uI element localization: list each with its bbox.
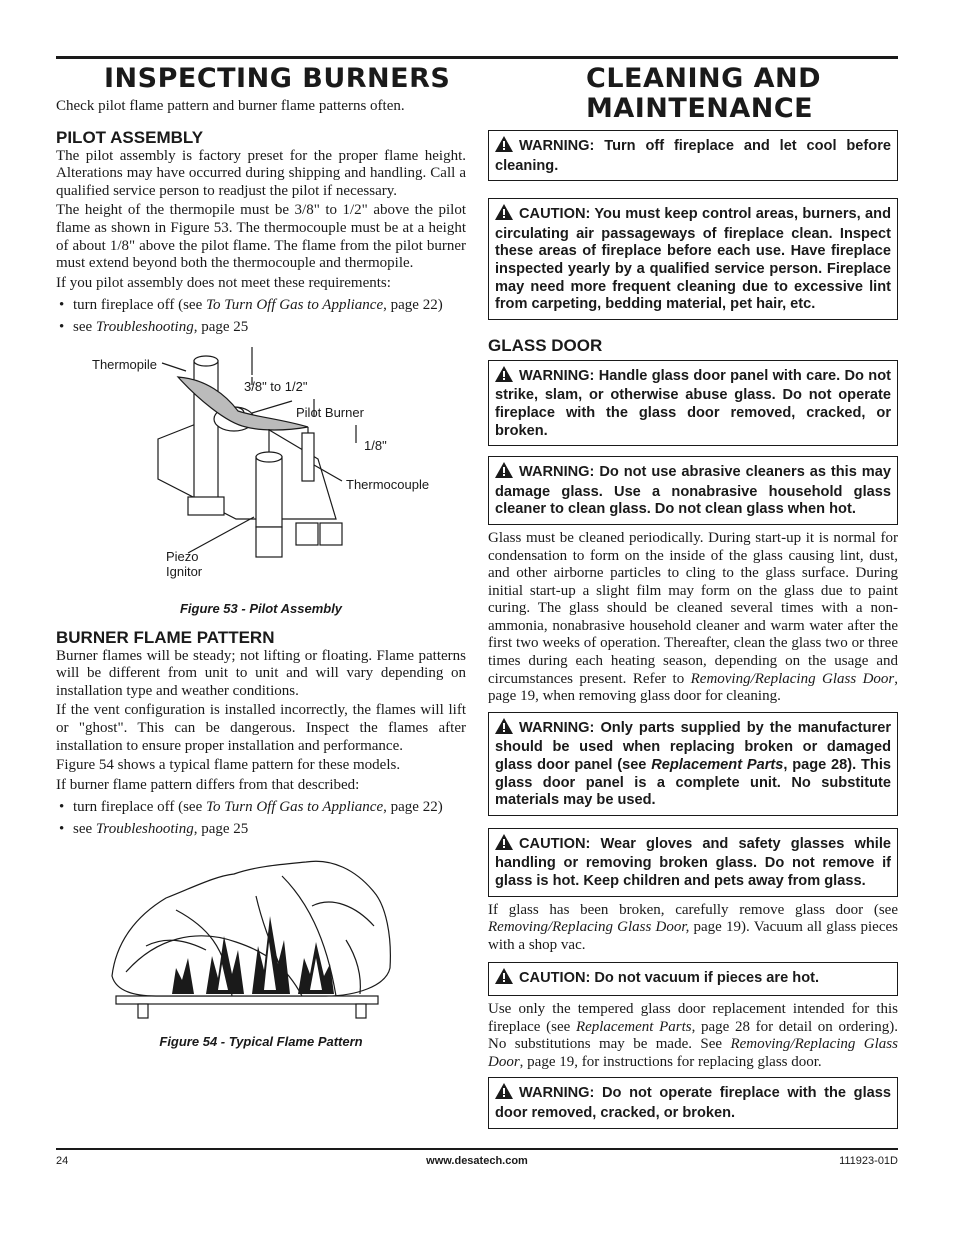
top-rule	[56, 56, 898, 59]
pilot-paragraph-3: If you pilot assembly does not meet these requirements:	[56, 274, 391, 291]
warning-box-parts: WARNING: Only parts supplied by the manufacturer should be used when replacing broken or damaged glass door panel (see Replacement Parts, page 28). This glass door panel is a complete unit. No substitute materials may be used.	[488, 712, 898, 816]
caution-box-gloves	[488, 828, 898, 897]
warning-box-abrasive	[488, 456, 898, 525]
cross-reference-link[interactable]: Replacement Parts	[651, 757, 784, 774]
pilot-paragraph-2: The height of the thermopile must be 3/8" to 1/2" above the pilot flame as shown in Figure 53. The thermocouple must be at a height of about 1/8" above the pilot flame. The flame from the pilot burner must extend beyond both the thermocouple and thermopile.	[56, 202, 466, 272]
flame-paragraph-2: If the vent configuration is installed incorrectly, the flames will lift or "ghost". This can be dangerous. Inspect the flames after installation to ensure proper installation and performance.	[56, 702, 466, 754]
left-column	[56, 60, 466, 1056]
label-eighth: 1/8"	[364, 437, 387, 453]
warning-triangle-icon	[495, 834, 513, 856]
flame-paragraph-1: Burner flames will be steady; not lifting or floating. Flame patterns will be different from unit to unit and will vary depending on installation type and weather conditions.	[56, 647, 466, 699]
list-item: • see Troubleshooting, page 25	[56, 319, 466, 337]
warning-triangle-icon	[495, 462, 513, 484]
warning-triangle-icon	[495, 136, 513, 158]
label-piezo: Piezo	[166, 548, 199, 564]
warning-text: WARNING: Turn off fireplace and let cool before cleaning.	[495, 138, 891, 174]
flame-bullet-list	[56, 799, 466, 838]
caution-box-clean-areas	[488, 198, 898, 320]
list-item: • see Troubleshooting, page 25	[56, 821, 466, 839]
warning-triangle-icon	[495, 718, 513, 740]
warning-triangle-icon	[495, 1083, 513, 1105]
page-title-inspecting-burners: INSPECTING BURNERS	[104, 63, 451, 94]
footer-rule	[56, 1148, 898, 1150]
footer-url-link[interactable]: www.desatech.com	[426, 1155, 528, 1167]
cross-reference-link[interactable]: Replacement Parts	[575, 1018, 692, 1035]
cross-reference-link[interactable]: Removing/Replacing Glass Door,	[488, 919, 690, 936]
flame-paragraph-4: If burner flame pattern differs from that described:	[56, 776, 360, 793]
cross-reference-link[interactable]: To Turn Off Gas to Appliance	[206, 799, 384, 816]
caution-text: CAUTION: Do not vacuum if pieces are hot.	[519, 970, 820, 987]
pilot-assembly-heading: PILOT ASSEMBLY	[56, 127, 204, 147]
figure-53-pilot-assembly	[56, 347, 466, 620]
pilot-paragraph-1: The pilot assembly is factory preset for the proper flame height. Alterations may have occurred during shipping and handling. Call a qualified service person to readjust the pilot if necessary.	[56, 147, 466, 199]
caution-text: CAUTION: You must keep control areas, burners, and circulating air passageways of fireplace clean. Inspect these areas of fireplace before each use. Have fireplace inspected yearly by a qualified service person. Fireplace may need more frequent cleaning due to excessive lint from carpeting, bedding material, pet hair, etc.	[495, 206, 891, 313]
caution-box-vacuum	[488, 962, 898, 996]
caution-text: CAUTION: Wear gloves and safety glasses while handling or removing broken glass. Do not remove if glass is hot. Keep children and pets away from glass.	[495, 835, 891, 889]
title-line-2: MAINTENANCE	[586, 93, 814, 124]
warning-text: WARNING: Handle glass door panel with care. Do not strike, slam, or otherwise abuse glass. Do not operate fireplace with the glass door removed, cracked, or broken.	[495, 367, 891, 439]
right-column	[488, 60, 898, 1129]
label-range: 3/8" to 1/2"	[244, 378, 308, 394]
document-number: 111923-01D	[839, 1155, 898, 1167]
cross-reference-link[interactable]: Removing/Replacing Glass Door	[488, 1036, 898, 1070]
figure-54-flame-pattern	[56, 846, 466, 1056]
warning-triangle-icon	[495, 366, 513, 388]
warning-box-cool	[488, 130, 898, 181]
cross-reference-link[interactable]: Removing/Replacing Glass Door	[690, 670, 895, 687]
list-item: • turn fireplace off (see To Turn Off Gas to Appliance, page 22)	[56, 799, 466, 817]
intro-text: Check pilot flame pattern and burner flame patterns often.	[56, 98, 405, 114]
warning-box-do-not-operate	[488, 1077, 898, 1128]
list-item: • turn fireplace off (see To Turn Off Gas to Appliance, page 22)	[56, 297, 466, 315]
figure-53-caption: Figure 53 - Pilot Assembly	[179, 600, 343, 616]
label-thermocouple: Thermocouple	[346, 476, 430, 492]
flame-paragraph-3: Figure 54 shows a typical flame pattern for these models.	[56, 757, 401, 774]
pilot-bullet-list	[56, 297, 466, 336]
warning-box-handle-glass	[488, 360, 898, 446]
warning-triangle-icon	[495, 968, 513, 990]
figure-54-caption: Figure 54 - Typical Flame Pattern	[159, 1034, 363, 1050]
page-number: 24	[56, 1155, 69, 1167]
pilot-assembly-drawing	[56, 347, 466, 597]
burner-flame-heading: BURNER FLAME PATTERN	[56, 627, 275, 647]
flame-pattern-drawing	[56, 846, 466, 1026]
broken-glass-paragraph: If glass has been broken, carefully remove glass door (see Removing/Replacing Glass Door, page 19). Vacuum all glass pieces with a shop vac.	[488, 901, 898, 953]
page-title-cleaning	[488, 64, 898, 124]
warning-text: WARNING: Do not use abrasive cleaners as this may damage glass. Use a nonabrasive household glass cleaner to clean glass. Do not clean glass when hot.	[495, 464, 891, 518]
cross-reference-link[interactable]: To Turn Off Gas to Appliance	[206, 297, 384, 314]
glass-door-heading: GLASS DOOR	[488, 335, 603, 355]
label-pilot-burner: Pilot Burner	[296, 404, 364, 420]
cross-reference-link[interactable]: Troubleshooting	[95, 820, 194, 837]
label-ignitor: Ignitor	[166, 563, 203, 579]
glass-cleaning-paragraph: Glass must be cleaned periodically. During start-up it is normal for condensation to form on the inside of the glass causing lint, dust, and other airborne particles to cling to the glass surface. During initial start-up a slight film may form on the glass due to paint curing. The glass should be cleaned several times with a non-ammonia, nonabrasive household cleaner and warm water after the first two weeks of operation. Thereafter, clean the glass two or three times during each heating season, depending on the usage and circumstances present. Refer to Removing/Replacing Glass Door, page 19, when removing glass door for cleaning.	[488, 529, 898, 705]
label-thermopile: Thermopile	[92, 356, 158, 372]
replacement-paragraph: Use only the tempered glass door replacement intended for this fireplace (see Replacement Parts, page 28 for detail on ordering). No substitutions may be made. See Removing/Replacing Glass Door, page 19, for instructions for replacing glass door.	[488, 1000, 899, 1070]
warning-triangle-icon	[495, 204, 513, 226]
title-line-1: CLEANING AND	[586, 63, 822, 94]
warning-text: WARNING: Do not operate fireplace with the glass door removed, cracked, or broken.	[495, 1085, 891, 1121]
cross-reference-link[interactable]: Troubleshooting	[95, 318, 194, 335]
